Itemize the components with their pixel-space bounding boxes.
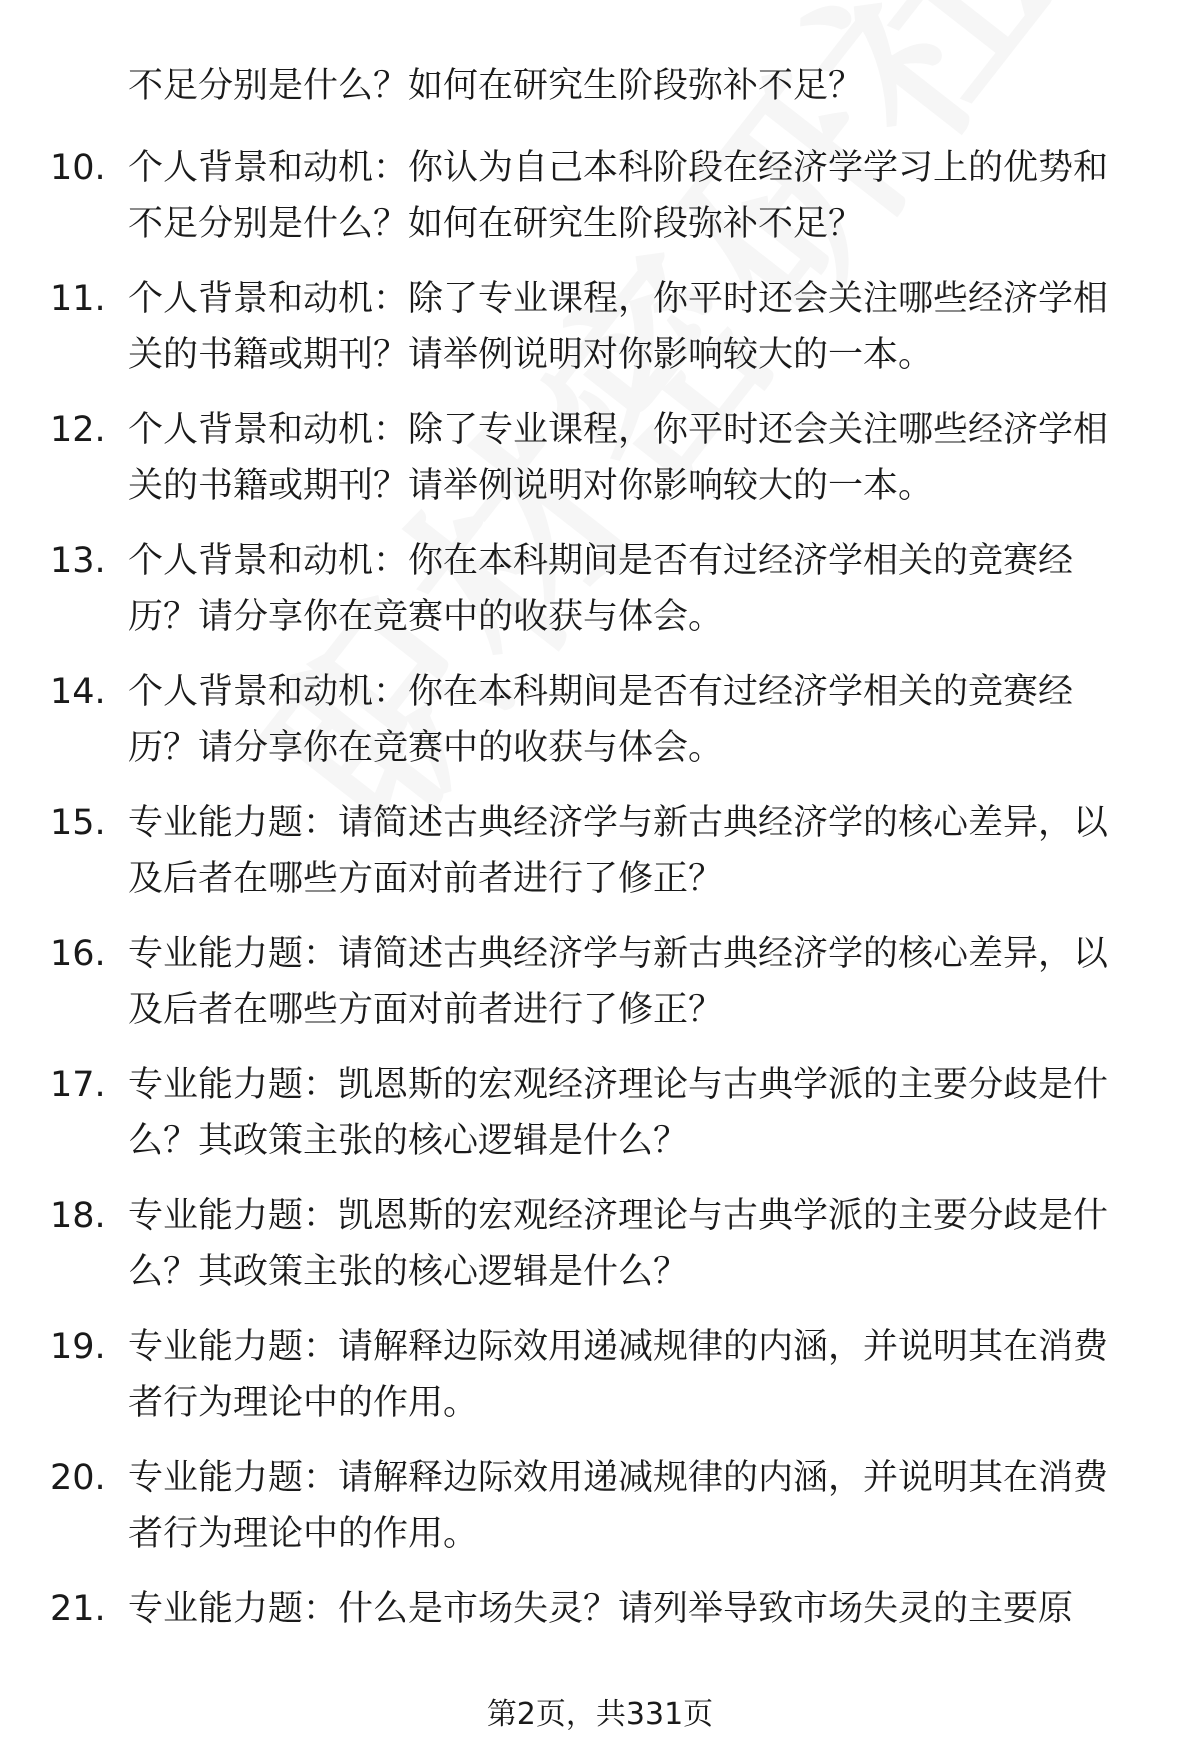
question-item xyxy=(0,140,1200,271)
question-line: 专业能力题：凯恩斯的宏观经济理论与古典学派的主要分歧是什 xyxy=(128,1065,1109,1105)
question-line: 专业能力题：请简述古典经济学与新古典经济学的核心差异，以 xyxy=(128,934,1109,974)
question-line: 个人背景和动机：除了专业课程，你平时还会关注哪些经济学相 xyxy=(128,279,1109,319)
question-line: 者行为理论中的作用。 xyxy=(128,1383,479,1423)
question-text xyxy=(128,140,1148,252)
question-number: 12. xyxy=(50,410,106,450)
question-text xyxy=(128,795,1148,907)
question-list xyxy=(0,140,1200,1712)
question-item xyxy=(0,533,1200,664)
question-line: 个人背景和动机：除了专业课程，你平时还会关注哪些经济学相 xyxy=(128,410,1109,450)
question-line: 专业能力题：什么是市场失灵？请列举导致市场失灵的主要原 xyxy=(128,1589,1074,1629)
question-text xyxy=(128,402,1148,514)
question-text xyxy=(128,664,1148,776)
question-line: 及后者在哪些方面对前者进行了修正？ xyxy=(128,990,724,1030)
continued-question-text: 不足分别是什么？如何在研究生阶段弥补不足？ xyxy=(128,66,864,106)
question-line: 专业能力题：请解释边际效用递减规律的内涵，并说明其在消费 xyxy=(128,1458,1109,1498)
question-line: 关的书籍或期刊？请举例说明对你影响较大的一本。 xyxy=(128,466,934,506)
question-number: 13. xyxy=(50,541,106,581)
question-item xyxy=(0,926,1200,1057)
question-line: 么？其政策主张的核心逻辑是什么？ xyxy=(128,1252,689,1292)
question-line: 个人背景和动机：你在本科期间是否有过经济学相关的竞赛经 xyxy=(128,672,1074,712)
question-text xyxy=(128,1581,1148,1637)
question-line: 不足分别是什么？如何在研究生阶段弥补不足？ xyxy=(128,204,864,244)
question-line: 专业能力题：请解释边际效用递减规律的内涵，并说明其在消费 xyxy=(128,1327,1109,1367)
question-text xyxy=(128,1188,1148,1300)
question-number: 20. xyxy=(50,1458,106,1498)
question-item xyxy=(0,1188,1200,1319)
question-text xyxy=(128,533,1148,645)
question-text xyxy=(128,1319,1148,1431)
question-line: 者行为理论中的作用。 xyxy=(128,1514,479,1554)
question-number: 21. xyxy=(50,1589,106,1629)
question-line: 历？请分享你在竞赛中的收获与体会。 xyxy=(128,597,724,637)
question-line: 关的书籍或期刊？请举例说明对你影响较大的一本。 xyxy=(128,335,934,375)
question-number: 10. xyxy=(50,148,106,188)
question-number: 14. xyxy=(50,672,106,712)
question-item xyxy=(0,664,1200,795)
question-item xyxy=(0,1319,1200,1450)
question-line: 历？请分享你在竞赛中的收获与体会。 xyxy=(128,728,724,768)
question-text xyxy=(128,271,1148,383)
question-number: 17. xyxy=(50,1065,106,1105)
question-text xyxy=(128,1057,1148,1169)
question-line: 个人背景和动机：你认为自己本科阶段在经济学学习上的优势和 xyxy=(128,148,1109,188)
question-line: 专业能力题：凯恩斯的宏观经济理论与古典学派的主要分歧是什 xyxy=(128,1196,1109,1236)
question-item xyxy=(0,1450,1200,1581)
question-item xyxy=(0,402,1200,533)
question-item xyxy=(0,795,1200,926)
question-number: 19. xyxy=(50,1327,106,1367)
question-number: 11. xyxy=(50,279,106,319)
question-item xyxy=(0,1057,1200,1188)
question-item xyxy=(0,271,1200,402)
question-line: 个人背景和动机：你在本科期间是否有过经济学相关的竞赛经 xyxy=(128,541,1074,581)
page-number-footer: 第2页，共331页 xyxy=(486,1697,714,1732)
question-text xyxy=(128,1450,1148,1562)
question-number: 18. xyxy=(50,1196,106,1236)
question-text xyxy=(128,926,1148,1038)
question-line: 及后者在哪些方面对前者进行了修正？ xyxy=(128,859,724,899)
question-line: 么？其政策主张的核心逻辑是什么？ xyxy=(128,1121,689,1161)
question-number: 16. xyxy=(50,934,106,974)
question-item xyxy=(0,1581,1200,1712)
question-number: 15. xyxy=(50,803,106,843)
question-line: 专业能力题：请简述古典经济学与新古典经济学的核心差异，以 xyxy=(128,803,1109,843)
